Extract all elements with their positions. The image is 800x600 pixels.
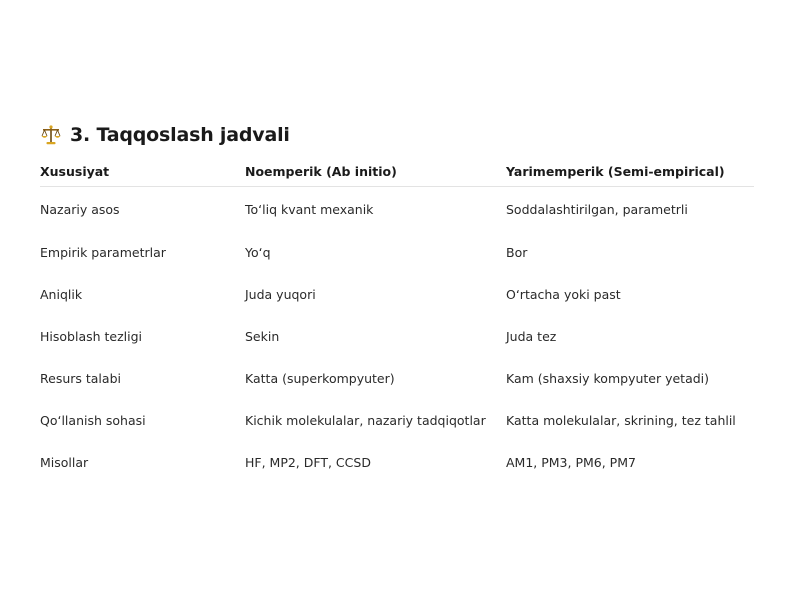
table-cell: AM1, PM3, PM6, PM7 — [506, 454, 636, 470]
table-cell: Qo‘llanish sohasi — [40, 412, 146, 428]
comparison-section — [40, 120, 754, 483]
comparison-table — [40, 156, 754, 483]
balance-scale-icon — [40, 124, 62, 146]
section-heading — [40, 120, 754, 150]
table-cell: Hisoblash tezligi — [40, 328, 143, 344]
table-cell: Nazariy asos — [40, 201, 120, 217]
table-cell: Sekin — [245, 328, 280, 344]
table-row — [40, 441, 754, 483]
table-cell: Bor — [506, 244, 528, 260]
table-cell: Aniqlik — [40, 286, 83, 302]
table-cell: To‘liq kvant mexanik — [245, 201, 374, 217]
table-header-row — [40, 156, 754, 187]
table-cell: Resurs talabi — [40, 370, 121, 386]
table-row — [40, 357, 754, 399]
table-cell: Kichik molekulalar, nazariy tadqiqotlar — [245, 412, 486, 428]
table-row — [40, 187, 754, 232]
column-header: Xususiyat — [40, 156, 245, 187]
table-row — [40, 231, 754, 273]
table-cell: Empirik parametrlar — [40, 244, 166, 260]
table-cell: Soddalashtirilgan, parametrli — [506, 201, 688, 217]
column-header: Yarimemperik (Semi-empirical) — [506, 156, 754, 187]
table-row — [40, 273, 754, 315]
table-cell: Yo‘q — [245, 244, 271, 260]
table-cell: Juda yuqori — [245, 286, 316, 302]
table-cell: HF, MP2, DFT, CCSD — [245, 454, 371, 470]
table-cell: Kam (shaxsiy kompyuter yetadi) — [506, 370, 710, 386]
table-cell: Katta molekulalar, skrining, tez tahlil — [506, 412, 736, 428]
column-header: Noemperik (Ab initio) — [245, 156, 506, 187]
table-cell: Juda tez — [506, 328, 557, 344]
table-cell: O‘rtacha yoki past — [506, 286, 621, 302]
table-cell: Katta (superkompyuter) — [245, 370, 395, 386]
table-row — [40, 399, 754, 441]
table-row — [40, 315, 754, 357]
section-title: 3. Taqqoslash jadvali — [70, 124, 290, 146]
table-cell: Misollar — [40, 454, 89, 470]
